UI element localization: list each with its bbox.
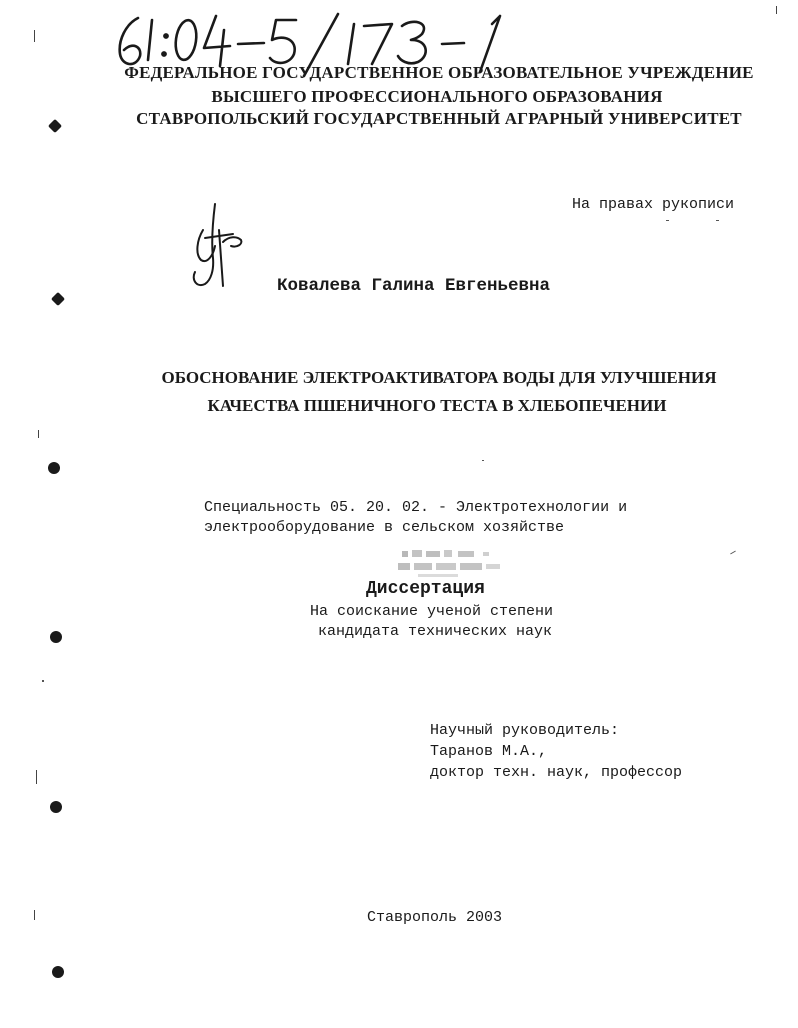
library-stamp-icon bbox=[388, 545, 523, 581]
binding-hole-mark bbox=[50, 801, 62, 813]
scan-mark bbox=[42, 680, 44, 682]
scan-mark bbox=[38, 430, 39, 438]
specialty-line-2: электрооборудование в сельском хозяйстве bbox=[204, 519, 565, 536]
author-name: Ковалева Галина Евгеньевна bbox=[277, 276, 551, 296]
document-type: Диссертация bbox=[366, 579, 485, 599]
scan-mark bbox=[34, 910, 35, 920]
binding-hole-mark bbox=[51, 292, 65, 306]
institution-line-3: СТАВРОПОЛЬСКИЙ ГОСУДАРСТВЕННЫЙ АГРАРНЫЙ УНИВЕРСИТЕТ bbox=[136, 109, 742, 128]
scan-mark bbox=[716, 220, 719, 221]
svg-text:61:04-5/173-1: 61:04-5/173-1 bbox=[108, 76, 116, 77]
degree-line-1: На соискание ученой степени bbox=[310, 603, 554, 620]
scan-mark bbox=[730, 551, 736, 555]
supervisor-name: Таранов М.А., bbox=[430, 743, 548, 760]
scan-mark bbox=[666, 220, 669, 221]
rights-note: На правах рукописи bbox=[572, 196, 735, 213]
city-year: Ставрополь 2003 bbox=[367, 909, 503, 926]
thesis-title-line-1: ОБОСНОВАНИЕ ЭЛЕКТРОАКТИВАТОРА ВОДЫ ДЛЯ УЛУЧШЕНИЯ bbox=[161, 368, 717, 387]
institution-line-2: ВЫСШЕГО ПРОФЕССИОНАЛЬНОГО ОБРАЗОВАНИЯ bbox=[211, 87, 663, 106]
thesis-title-line-2: КАЧЕСТВА ПШЕНИЧНОГО ТЕСТА В ХЛЕБОПЕЧЕНИИ bbox=[207, 396, 667, 415]
scan-mark bbox=[482, 460, 484, 461]
institution-line-1: ФЕДЕРАЛЬНОЕ ГОСУДАРСТВЕННОЕ ОБРАЗОВАТЕЛЬНОЕ УЧРЕЖДЕНИЕ bbox=[124, 63, 754, 82]
handwritten-signature-icon bbox=[183, 200, 253, 292]
specialty-block bbox=[204, 498, 627, 538]
supervisor-block bbox=[430, 720, 682, 783]
scan-mark bbox=[36, 770, 37, 784]
supervisor-label: Научный руководитель: bbox=[430, 722, 620, 739]
scan-mark bbox=[776, 6, 777, 14]
binding-hole-mark bbox=[52, 966, 64, 978]
specialty-line-1: Специальность 05. 20. 02. - Электротехнологии и bbox=[204, 499, 628, 516]
binding-hole-mark bbox=[48, 462, 60, 474]
binding-hole-mark bbox=[50, 631, 62, 643]
scan-mark bbox=[34, 30, 35, 42]
supervisor-credentials: доктор техн. наук, профессор bbox=[430, 764, 683, 781]
degree-line-2: кандидата технических наук bbox=[318, 623, 553, 640]
